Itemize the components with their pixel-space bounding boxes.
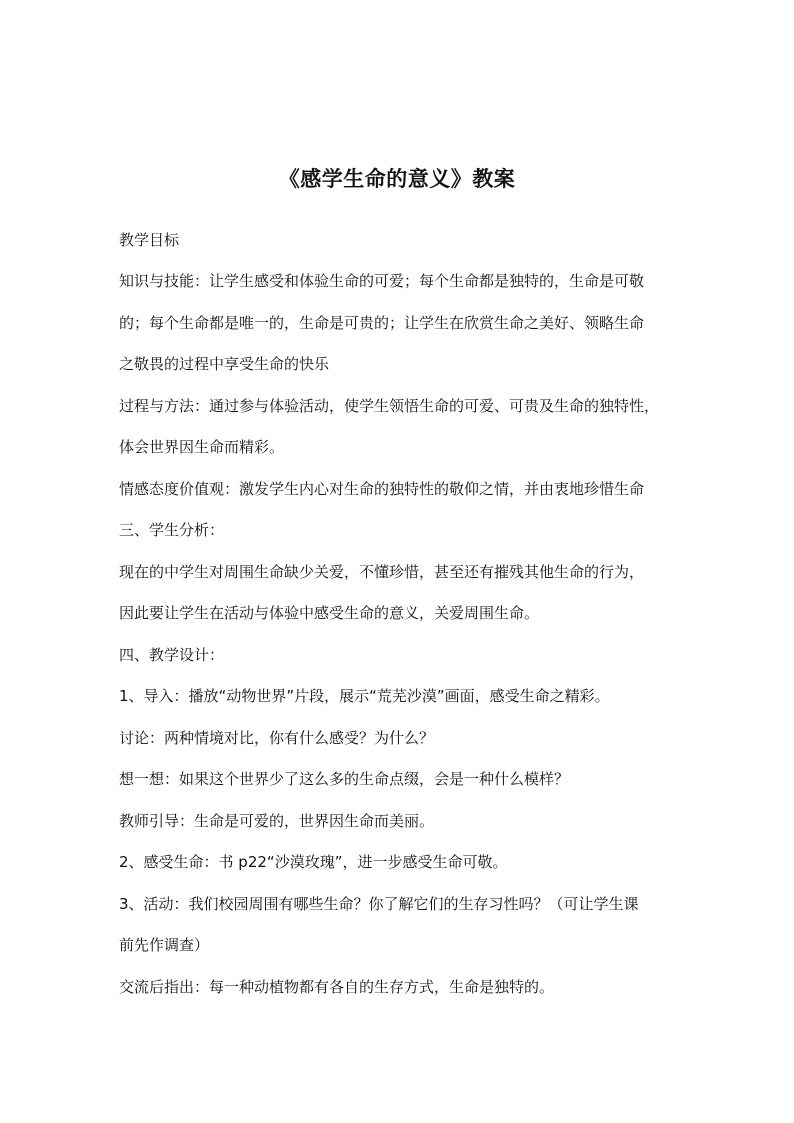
paragraph-line: 体会世界因生命而精彩。 xyxy=(119,438,285,456)
paragraph-line: 交流后指出：每一种动植物都有各自的生存方式，生命是独特的。 xyxy=(119,978,555,996)
paragraph-line: 教师引导：生命是可爱的，世界因生命而美丽。 xyxy=(119,812,435,830)
paragraph-line: 前先作调查） xyxy=(119,936,210,954)
document-title: 《感学生命的意义》教案 xyxy=(278,167,516,191)
section-heading-teaching-goals: 教学目标 xyxy=(119,231,180,249)
paragraph-line: 想一想：如果这个世界少了这么多的生命点缀，会是一种什么模样？ xyxy=(119,770,570,788)
paragraph-line: 3、活动：我们校园周围有哪些生命？你了解它们的生存习性吗？（可让学生课 xyxy=(119,895,639,913)
paragraph-line: 之敬畏的过程中享受生命的快乐 xyxy=(119,355,330,373)
paragraph-line: 知识与技能：让学生感受和体验生命的可爱；每个生命都是独特的，生命是可敬 xyxy=(119,272,645,290)
section-heading-teaching-design: 四、教学设计： xyxy=(119,646,225,664)
paragraph-line: 1、导入：播放“动物世界”片段，展示“荒芜沙漠”画面，感受生命之精彩。 xyxy=(119,687,610,705)
paragraph-line: 现在的中学生对周围生命缺少关爱，不懂珍惜，甚至还有摧残其他生命的行为， xyxy=(119,563,645,581)
paragraph-line: 因此要让学生在活动与体验中感受生命的意义，关爱周围生命。 xyxy=(119,604,540,622)
paragraph-line: 讨论：两种情境对比，你有什么感受？为什么？ xyxy=(119,729,435,747)
paragraph-line: 情感态度价值观：激发学生内心对生命的独特性的敬仰之情，并由衷地珍惜生命 xyxy=(119,480,645,498)
paragraph-line: 过程与方法：通过参与体验活动，使学生领悟生命的可爱、可贵及生命的独特性， xyxy=(119,397,660,415)
paragraph-line: 的；每个生命都是唯一的，生命是可贵的；让学生在欣赏生命之美好、领略生命 xyxy=(119,314,645,332)
paragraph-line: 2、感受生命：书 p22“沙漠玫瑰”，进一步感受生命可敬。 xyxy=(119,853,508,871)
section-heading-student-analysis: 三、学生分析： xyxy=(119,521,225,539)
